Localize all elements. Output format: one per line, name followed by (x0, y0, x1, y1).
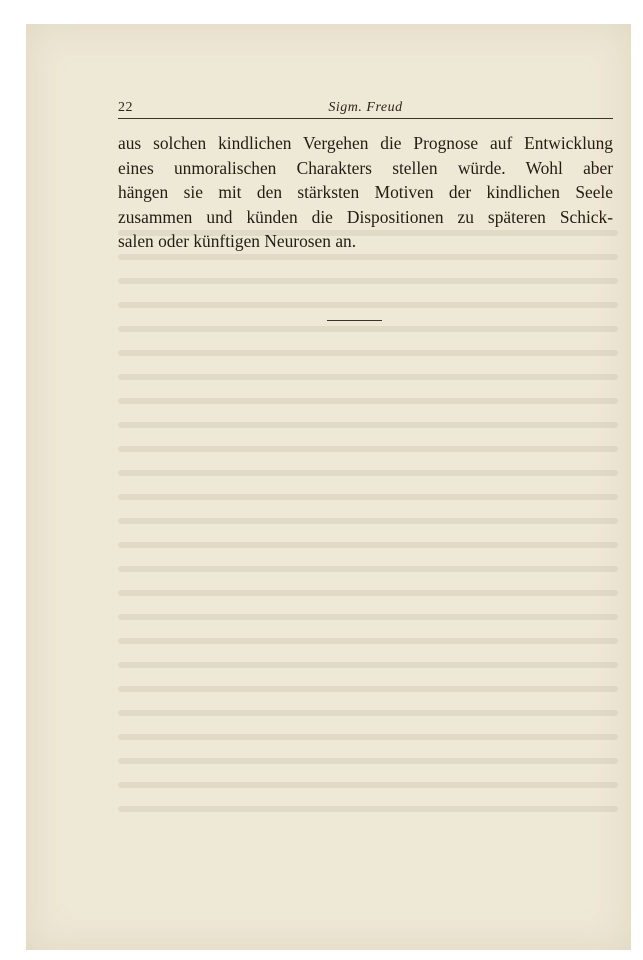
running-title: Sigm. Freud (328, 100, 403, 115)
text-line: eines unmoralischen Charakters stellen würde. Wohl aber (118, 157, 613, 178)
body-paragraph (118, 131, 613, 254)
page-number: 22 (118, 100, 133, 115)
text-line: salen oder künftigen Neurosen an. (118, 231, 357, 251)
running-head (118, 100, 613, 119)
section-divider (327, 320, 382, 321)
text-line: aus solchen kindlichen Vergehen die Prognose auf Entwicklung (118, 133, 613, 153)
text-line: hängen sie mit den stärksten Motiven der kindlichen Seele (118, 182, 613, 202)
text-line: zusammen und künden die Dispositionen zu späteren Schick- (118, 206, 613, 227)
